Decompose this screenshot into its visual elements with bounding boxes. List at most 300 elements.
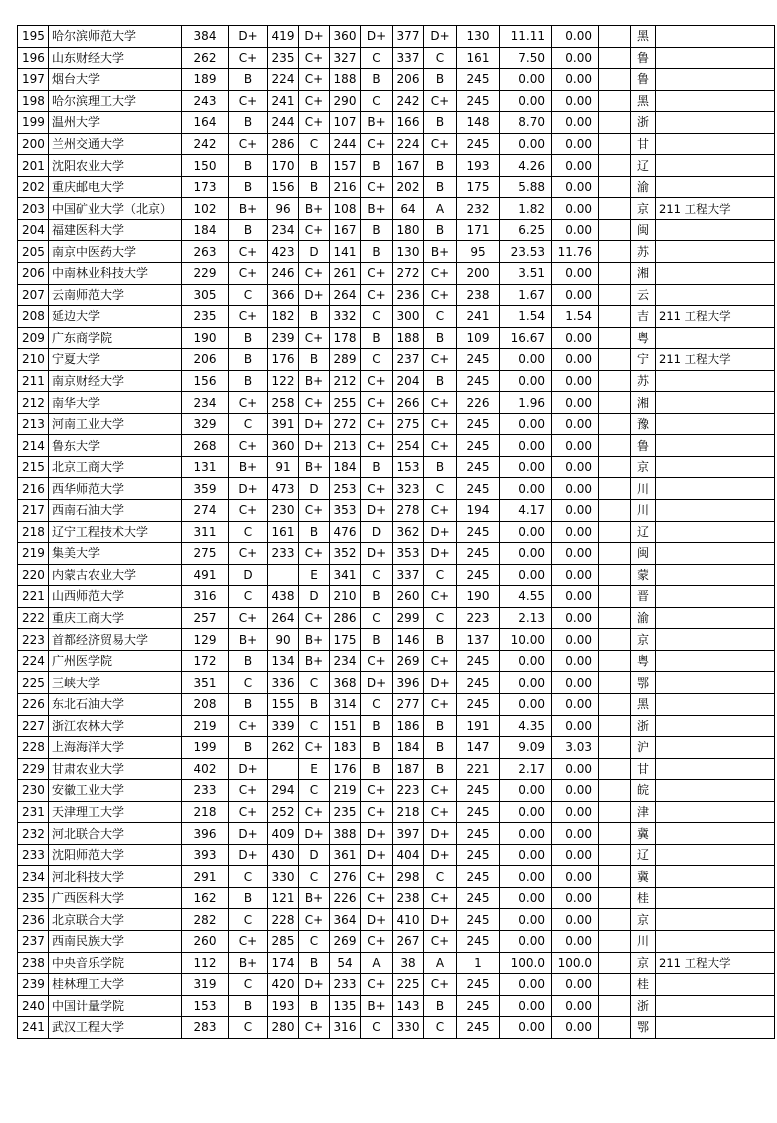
table-row <box>18 219 775 241</box>
grade-3-cell: C+ <box>361 887 393 909</box>
score-1-cell: 393 <box>182 844 229 866</box>
table-row <box>18 370 775 392</box>
score-3-cell: 178 <box>330 327 361 349</box>
grade-3-cell: B <box>361 629 393 651</box>
province-cell: 辽 <box>631 844 656 866</box>
province-cell: 渝 <box>631 607 656 629</box>
score-4-cell: 337 <box>393 564 424 586</box>
grade-2-cell: B+ <box>299 456 330 478</box>
score-2-cell: 360 <box>268 435 299 457</box>
grade-1-cell: B <box>229 995 268 1017</box>
count-cell: 200 <box>457 263 500 285</box>
percent-1-cell: 2.13 <box>500 607 552 629</box>
province-cell: 京 <box>631 909 656 931</box>
score-1-cell: 129 <box>182 629 229 651</box>
grade-2-cell: B <box>299 155 330 177</box>
university-name-cell: 辽宁工程技术大学 <box>49 521 182 543</box>
grade-1-cell: B <box>229 155 268 177</box>
grade-3-cell: C+ <box>361 413 393 435</box>
note-cell <box>656 478 775 500</box>
grade-1-cell: B <box>229 693 268 715</box>
rank-cell: 213 <box>18 413 49 435</box>
grade-3-cell: D+ <box>361 26 393 48</box>
percent-2-cell: 0.00 <box>552 413 599 435</box>
score-1-cell: 351 <box>182 672 229 694</box>
score-3-cell: 244 <box>330 133 361 155</box>
grade-2-cell: C+ <box>299 90 330 112</box>
score-2-cell: 155 <box>268 693 299 715</box>
university-name-cell: 河南工业大学 <box>49 413 182 435</box>
table-row <box>18 392 775 414</box>
score-1-cell: 491 <box>182 564 229 586</box>
table-row <box>18 241 775 263</box>
province-cell: 黑 <box>631 90 656 112</box>
university-name-cell: 武汉工程大学 <box>49 1017 182 1039</box>
score-3-cell: 272 <box>330 413 361 435</box>
rank-cell: 222 <box>18 607 49 629</box>
score-3-cell: 176 <box>330 758 361 780</box>
score-4-cell: 206 <box>393 69 424 91</box>
score-3-cell: 219 <box>330 780 361 802</box>
blank-cell <box>599 672 631 694</box>
grade-3-cell: B <box>361 758 393 780</box>
note-cell <box>656 715 775 737</box>
blank-cell <box>599 564 631 586</box>
province-cell: 桂 <box>631 887 656 909</box>
count-cell: 238 <box>457 284 500 306</box>
count-cell: 245 <box>457 909 500 931</box>
score-1-cell: 359 <box>182 478 229 500</box>
note-cell <box>656 219 775 241</box>
note-cell <box>656 133 775 155</box>
province-cell: 京 <box>631 629 656 651</box>
score-3-cell: 226 <box>330 887 361 909</box>
table-row <box>18 586 775 608</box>
grade-1-cell: C+ <box>229 607 268 629</box>
blank-cell <box>599 198 631 220</box>
province-cell: 粤 <box>631 650 656 672</box>
score-1-cell: 262 <box>182 47 229 69</box>
blank-cell <box>599 219 631 241</box>
score-1-cell: 234 <box>182 392 229 414</box>
percent-1-cell: 0.00 <box>500 974 552 996</box>
score-3-cell: 286 <box>330 607 361 629</box>
grade-2-cell: D <box>299 241 330 263</box>
percent-2-cell: 3.03 <box>552 737 599 759</box>
note-cell <box>656 284 775 306</box>
province-cell: 冀 <box>631 823 656 845</box>
rank-cell: 224 <box>18 650 49 672</box>
percent-1-cell: 0.00 <box>500 370 552 392</box>
table-row <box>18 413 775 435</box>
grade-2-cell: B <box>299 176 330 198</box>
percent-1-cell: 1.96 <box>500 392 552 414</box>
note-cell <box>656 370 775 392</box>
university-name-cell: 鲁东大学 <box>49 435 182 457</box>
score-1-cell: 384 <box>182 26 229 48</box>
percent-2-cell: 0.00 <box>552 909 599 931</box>
score-1-cell: 219 <box>182 715 229 737</box>
rank-cell: 233 <box>18 844 49 866</box>
table-row <box>18 478 775 500</box>
count-cell: 190 <box>457 586 500 608</box>
grade-2-cell: B <box>299 952 330 974</box>
score-3-cell: 253 <box>330 478 361 500</box>
score-3-cell: 141 <box>330 241 361 263</box>
grade-2-cell: C+ <box>299 500 330 522</box>
table-row <box>18 650 775 672</box>
province-cell: 京 <box>631 456 656 478</box>
grade-4-cell: C <box>424 306 457 328</box>
rank-cell: 211 <box>18 370 49 392</box>
score-2-cell: 234 <box>268 219 299 241</box>
score-1-cell: 173 <box>182 176 229 198</box>
blank-cell <box>599 435 631 457</box>
grade-1-cell: C+ <box>229 500 268 522</box>
score-3-cell: 255 <box>330 392 361 414</box>
grade-3-cell: C+ <box>361 866 393 888</box>
score-2-cell: 330 <box>268 866 299 888</box>
grade-3-cell: C+ <box>361 263 393 285</box>
score-4-cell: 300 <box>393 306 424 328</box>
table-body <box>18 26 775 1039</box>
grade-3-cell: B <box>361 241 393 263</box>
grade-1-cell: D+ <box>229 478 268 500</box>
percent-2-cell: 0.00 <box>552 650 599 672</box>
province-cell: 黑 <box>631 693 656 715</box>
university-name-cell: 桂林理工大学 <box>49 974 182 996</box>
score-2-cell: 258 <box>268 392 299 414</box>
grade-1-cell: B <box>229 219 268 241</box>
score-2-cell: 156 <box>268 176 299 198</box>
score-3-cell: 212 <box>330 370 361 392</box>
grade-4-cell: C+ <box>424 284 457 306</box>
province-cell: 闽 <box>631 219 656 241</box>
score-2-cell: 252 <box>268 801 299 823</box>
percent-2-cell: 0.00 <box>552 112 599 134</box>
score-2-cell <box>268 758 299 780</box>
score-3-cell: 188 <box>330 69 361 91</box>
grade-4-cell: B <box>424 456 457 478</box>
score-2-cell: 134 <box>268 650 299 672</box>
note-cell <box>656 672 775 694</box>
percent-2-cell: 0.00 <box>552 349 599 371</box>
note-cell <box>656 69 775 91</box>
university-name-cell: 天津理工大学 <box>49 801 182 823</box>
score-3-cell: 183 <box>330 737 361 759</box>
grade-1-cell: C+ <box>229 306 268 328</box>
percent-1-cell: 0.00 <box>500 693 552 715</box>
table-row <box>18 780 775 802</box>
grade-1-cell: B+ <box>229 629 268 651</box>
grade-4-cell: B <box>424 155 457 177</box>
percent-1-cell: 0.00 <box>500 133 552 155</box>
note-cell <box>656 564 775 586</box>
note-cell <box>656 737 775 759</box>
grade-3-cell: B+ <box>361 198 393 220</box>
grade-4-cell: D+ <box>424 909 457 931</box>
percent-2-cell: 0.00 <box>552 866 599 888</box>
score-2-cell: 233 <box>268 543 299 565</box>
score-3-cell: 388 <box>330 823 361 845</box>
grade-2-cell: B <box>299 349 330 371</box>
percent-2-cell: 0.00 <box>552 607 599 629</box>
grade-3-cell: C <box>361 306 393 328</box>
grade-2-cell: D <box>299 844 330 866</box>
grade-3-cell: D <box>361 521 393 543</box>
score-4-cell: 238 <box>393 887 424 909</box>
university-name-cell: 中国矿业大学（北京） <box>49 198 182 220</box>
grade-1-cell: C+ <box>229 780 268 802</box>
percent-1-cell: 6.25 <box>500 219 552 241</box>
university-name-cell: 北京工商大学 <box>49 456 182 478</box>
percent-2-cell: 0.00 <box>552 155 599 177</box>
score-3-cell: 290 <box>330 90 361 112</box>
university-name-cell: 温州大学 <box>49 112 182 134</box>
note-cell <box>656 586 775 608</box>
rank-cell: 217 <box>18 500 49 522</box>
grade-3-cell: C+ <box>361 801 393 823</box>
percent-2-cell: 0.00 <box>552 327 599 349</box>
count-cell: 109 <box>457 327 500 349</box>
percent-1-cell: 0.00 <box>500 650 552 672</box>
score-4-cell: 410 <box>393 909 424 931</box>
rank-cell: 227 <box>18 715 49 737</box>
percent-2-cell: 0.00 <box>552 263 599 285</box>
province-cell: 冀 <box>631 866 656 888</box>
grade-2-cell: B <box>299 521 330 543</box>
table-row <box>18 672 775 694</box>
blank-cell <box>599 607 631 629</box>
percent-2-cell: 0.00 <box>552 629 599 651</box>
grade-3-cell: C+ <box>361 780 393 802</box>
rank-cell: 195 <box>18 26 49 48</box>
score-4-cell: 186 <box>393 715 424 737</box>
score-4-cell: 143 <box>393 995 424 1017</box>
score-4-cell: 224 <box>393 133 424 155</box>
score-3-cell: 213 <box>330 435 361 457</box>
percent-2-cell: 0.00 <box>552 478 599 500</box>
note-cell <box>656 263 775 285</box>
university-name-cell: 西华师范大学 <box>49 478 182 500</box>
grade-2-cell: B+ <box>299 370 330 392</box>
score-4-cell: 275 <box>393 413 424 435</box>
score-2-cell: 438 <box>268 586 299 608</box>
grade-1-cell: C <box>229 1017 268 1039</box>
rank-cell: 226 <box>18 693 49 715</box>
score-2-cell: 182 <box>268 306 299 328</box>
grade-4-cell: B <box>424 737 457 759</box>
grade-1-cell: B+ <box>229 952 268 974</box>
grade-1-cell: C+ <box>229 392 268 414</box>
percent-2-cell: 0.00 <box>552 521 599 543</box>
count-cell: 245 <box>457 69 500 91</box>
score-2-cell: 241 <box>268 90 299 112</box>
score-3-cell: 216 <box>330 176 361 198</box>
grade-3-cell: D+ <box>361 844 393 866</box>
blank-cell <box>599 392 631 414</box>
note-cell <box>656 155 775 177</box>
percent-2-cell: 0.00 <box>552 693 599 715</box>
score-1-cell: 102 <box>182 198 229 220</box>
score-2-cell: 244 <box>268 112 299 134</box>
score-2-cell: 193 <box>268 995 299 1017</box>
score-4-cell: 202 <box>393 176 424 198</box>
percent-2-cell: 0.00 <box>552 69 599 91</box>
score-1-cell: 243 <box>182 90 229 112</box>
rank-cell: 215 <box>18 456 49 478</box>
university-name-cell: 山西师范大学 <box>49 586 182 608</box>
score-4-cell: 353 <box>393 543 424 565</box>
score-1-cell: 268 <box>182 435 229 457</box>
university-name-cell: 甘肃农业大学 <box>49 758 182 780</box>
score-2-cell: 91 <box>268 456 299 478</box>
rank-cell: 236 <box>18 909 49 931</box>
score-1-cell: 208 <box>182 693 229 715</box>
score-4-cell: 277 <box>393 693 424 715</box>
blank-cell <box>599 413 631 435</box>
rank-cell: 241 <box>18 1017 49 1039</box>
grade-3-cell: B <box>361 715 393 737</box>
province-cell: 苏 <box>631 370 656 392</box>
grade-2-cell: D+ <box>299 413 330 435</box>
note-cell <box>656 995 775 1017</box>
score-3-cell: 151 <box>330 715 361 737</box>
grade-2-cell: C <box>299 715 330 737</box>
count-cell: 245 <box>457 672 500 694</box>
note-cell <box>656 90 775 112</box>
blank-cell <box>599 327 631 349</box>
grade-4-cell: D+ <box>424 521 457 543</box>
score-4-cell: 299 <box>393 607 424 629</box>
grade-4-cell: B <box>424 995 457 1017</box>
grade-3-cell: B <box>361 327 393 349</box>
score-3-cell: 314 <box>330 693 361 715</box>
percent-2-cell: 0.00 <box>552 26 599 48</box>
university-name-cell: 广西医科大学 <box>49 887 182 909</box>
count-cell: 245 <box>457 930 500 952</box>
note-cell <box>656 974 775 996</box>
score-2-cell: 285 <box>268 930 299 952</box>
grade-1-cell: B <box>229 69 268 91</box>
percent-2-cell: 0.00 <box>552 672 599 694</box>
province-cell: 吉 <box>631 306 656 328</box>
score-4-cell: 187 <box>393 758 424 780</box>
percent-2-cell: 0.00 <box>552 564 599 586</box>
percent-1-cell: 0.00 <box>500 543 552 565</box>
percent-1-cell: 0.00 <box>500 780 552 802</box>
grade-1-cell: D+ <box>229 26 268 48</box>
grade-1-cell: D <box>229 564 268 586</box>
score-1-cell: 305 <box>182 284 229 306</box>
grade-2-cell: C+ <box>299 327 330 349</box>
score-2-cell <box>268 564 299 586</box>
score-2-cell: 420 <box>268 974 299 996</box>
rank-cell: 229 <box>18 758 49 780</box>
count-cell: 194 <box>457 500 500 522</box>
percent-1-cell: 3.51 <box>500 263 552 285</box>
score-1-cell: 162 <box>182 887 229 909</box>
grade-1-cell: D+ <box>229 823 268 845</box>
rank-cell: 223 <box>18 629 49 651</box>
province-cell: 宁 <box>631 349 656 371</box>
score-2-cell: 235 <box>268 47 299 69</box>
university-name-cell: 三峡大学 <box>49 672 182 694</box>
grade-2-cell: C+ <box>299 47 330 69</box>
score-1-cell: 131 <box>182 456 229 478</box>
percent-1-cell: 0.00 <box>500 887 552 909</box>
score-4-cell: 242 <box>393 90 424 112</box>
grade-1-cell: C <box>229 974 268 996</box>
province-cell: 川 <box>631 500 656 522</box>
note-cell <box>656 47 775 69</box>
score-4-cell: 236 <box>393 284 424 306</box>
table-row <box>18 456 775 478</box>
score-3-cell: 364 <box>330 909 361 931</box>
score-2-cell: 286 <box>268 133 299 155</box>
score-2-cell: 262 <box>268 737 299 759</box>
province-cell: 鲁 <box>631 69 656 91</box>
grade-4-cell: B <box>424 629 457 651</box>
grade-1-cell: C <box>229 672 268 694</box>
score-3-cell: 476 <box>330 521 361 543</box>
grade-2-cell: B <box>299 693 330 715</box>
province-cell: 京 <box>631 198 656 220</box>
count-cell: 245 <box>457 456 500 478</box>
university-name-cell: 南京财经大学 <box>49 370 182 392</box>
rank-cell: 210 <box>18 349 49 371</box>
score-3-cell: 233 <box>330 974 361 996</box>
grade-2-cell: D+ <box>299 435 330 457</box>
score-2-cell: 122 <box>268 370 299 392</box>
grade-2-cell: C <box>299 672 330 694</box>
grade-1-cell: C+ <box>229 715 268 737</box>
rank-cell: 216 <box>18 478 49 500</box>
score-3-cell: 352 <box>330 543 361 565</box>
score-4-cell: 272 <box>393 263 424 285</box>
score-3-cell: 327 <box>330 47 361 69</box>
score-2-cell: 170 <box>268 155 299 177</box>
grade-2-cell: D+ <box>299 26 330 48</box>
score-2-cell: 176 <box>268 349 299 371</box>
count-cell: 245 <box>457 693 500 715</box>
percent-2-cell: 0.00 <box>552 176 599 198</box>
rank-cell: 232 <box>18 823 49 845</box>
grade-3-cell: D+ <box>361 909 393 931</box>
rank-cell: 205 <box>18 241 49 263</box>
grade-2-cell: C+ <box>299 909 330 931</box>
blank-cell <box>599 737 631 759</box>
note-cell <box>656 629 775 651</box>
score-4-cell: 188 <box>393 327 424 349</box>
grade-3-cell: C+ <box>361 370 393 392</box>
score-1-cell: 263 <box>182 241 229 263</box>
table-row <box>18 801 775 823</box>
province-cell: 辽 <box>631 155 656 177</box>
university-name-cell: 西南民族大学 <box>49 930 182 952</box>
score-4-cell: 397 <box>393 823 424 845</box>
table-row <box>18 629 775 651</box>
percent-2-cell: 0.00 <box>552 586 599 608</box>
grade-1-cell: C+ <box>229 543 268 565</box>
table-row <box>18 155 775 177</box>
percent-1-cell: 1.82 <box>500 198 552 220</box>
note-cell <box>656 112 775 134</box>
grade-4-cell: D+ <box>424 543 457 565</box>
note-cell <box>656 801 775 823</box>
count-cell: 245 <box>457 133 500 155</box>
note-cell: 211 工程大学 <box>656 306 775 328</box>
